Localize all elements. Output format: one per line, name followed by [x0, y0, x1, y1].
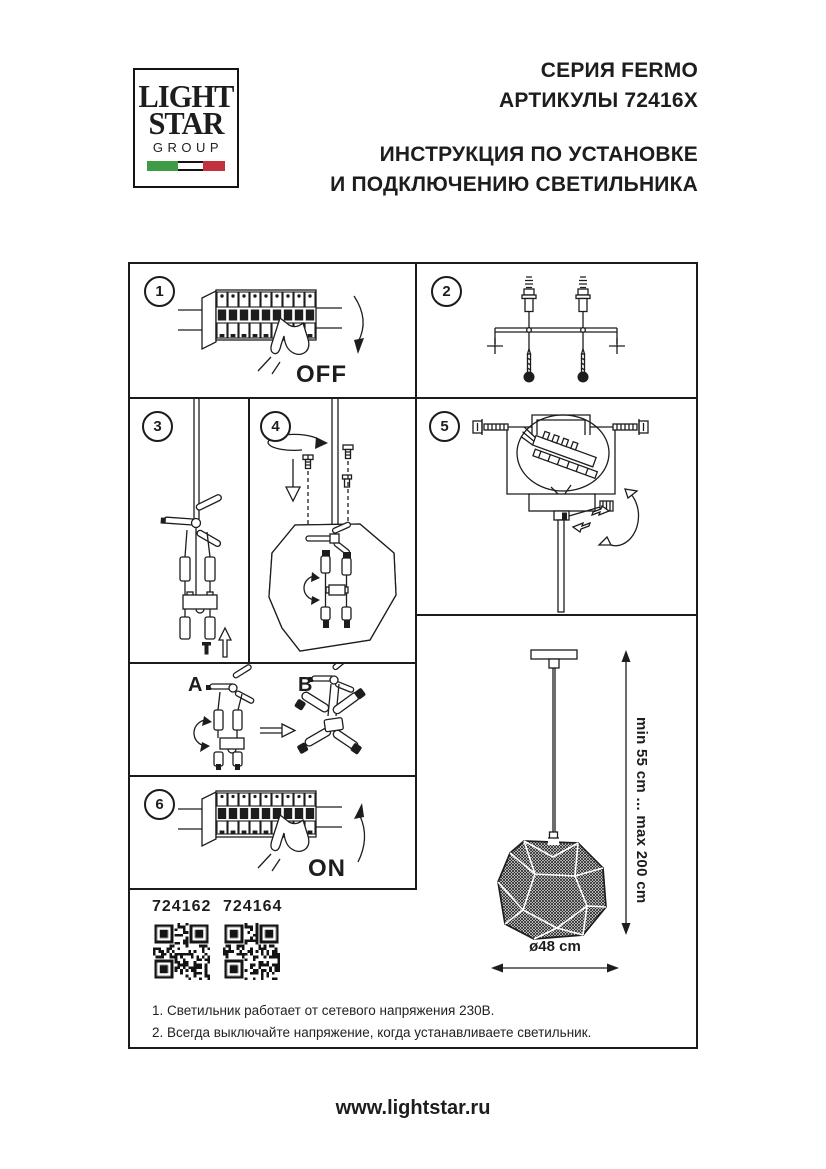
logo-word-light: LIGHT — [138, 78, 234, 114]
lamp-holder-icon — [180, 617, 215, 639]
italian-flag-icon — [147, 161, 225, 171]
step-5-panel — [417, 399, 696, 616]
wall-anchor-icon — [522, 277, 590, 312]
arrow-down-icon — [354, 296, 364, 354]
step-4-panel — [250, 399, 417, 664]
spider-fold-unfold-diagram — [130, 664, 415, 775]
website-url: www.lightstar.ru — [335, 1097, 491, 1119]
mesh-shade-icon — [498, 838, 606, 939]
grub-screw-icon — [202, 642, 211, 655]
connector-block-icon — [183, 592, 217, 613]
instruction-title-line2: И ПОДКЛЮЧЕНИЮ СВЕТИЛЬНИКА — [330, 173, 698, 196]
spider-a-icon — [206, 664, 255, 770]
rotate-arrow-icon — [599, 489, 639, 546]
logo-word-star: STAR — [148, 105, 224, 142]
circuit-breaker-panel-icon — [178, 791, 342, 846]
breaker-on-diagram — [130, 777, 415, 886]
qr-code — [223, 923, 280, 980]
instruction-title-line1: ИНСТРУКЦИЯ ПО УСТАНОВКЕ — [379, 143, 698, 166]
diameter-label: ø48 cm — [529, 938, 581, 955]
article-code: 724164 — [223, 898, 283, 915]
spider-bracket-icon — [161, 494, 223, 548]
articles-title: АРТИКУЛЫ 72416X — [499, 89, 698, 112]
rotate-arrow-icon — [194, 716, 212, 752]
pendant-lamp-diagram — [417, 616, 696, 1047]
step-1-panel — [130, 264, 417, 399]
connector-block-icon — [326, 585, 348, 595]
arrow-up-icon — [354, 803, 365, 862]
height-range-label: min 55 cm ... max 200 cm — [633, 716, 650, 904]
step-number: 1 — [144, 276, 175, 307]
step-6-panel — [130, 777, 417, 890]
notes-block — [130, 990, 696, 1047]
circuit-breaker-panel-icon — [178, 290, 342, 349]
step-number: 3 — [142, 411, 173, 442]
on-label: ON — [308, 855, 346, 882]
ceiling-plate-icon — [531, 650, 577, 668]
step-number: 6 — [144, 789, 175, 820]
note-line: 2. Всегда выключайте напряжение, когда устанавливаете светильник. — [152, 1025, 592, 1040]
height-dimension-line — [622, 650, 631, 935]
arrow-down-icon — [286, 459, 300, 501]
off-label: OFF — [296, 361, 347, 388]
step-number: 2 — [431, 276, 462, 307]
detail-ab-panel — [130, 664, 417, 777]
qr-code — [153, 923, 210, 980]
logo-word-group: GROUP — [152, 140, 224, 156]
series-title: СЕРИЯ FERMO — [540, 59, 698, 82]
suspension-cord — [553, 668, 555, 832]
lamp-holder-icon — [180, 557, 215, 581]
header-titles — [330, 56, 698, 200]
arrow-up-icon — [219, 628, 231, 657]
screw-icon — [524, 349, 589, 383]
detail-a-label: A — [188, 674, 203, 696]
mounting-bracket-icon — [487, 328, 625, 354]
step-number: 5 — [429, 411, 460, 442]
pendant-dimension-drawing — [417, 616, 696, 1047]
lightstar-logo — [133, 68, 239, 188]
step-2-panel — [417, 264, 696, 399]
step-number: 4 — [260, 411, 291, 442]
article-qr-block — [130, 890, 417, 1000]
step-3-panel — [130, 399, 250, 664]
instruction-diagram-grid — [128, 262, 698, 1049]
screw-icon — [303, 445, 353, 487]
arrow-right-icon — [260, 724, 295, 737]
note-line: 1. Светильник работает от сетевого напряжения 230В. — [152, 1003, 495, 1018]
diameter-dimension-line — [491, 964, 619, 973]
detail-b-label: B — [298, 674, 313, 696]
article-code: 724162 — [152, 898, 212, 915]
